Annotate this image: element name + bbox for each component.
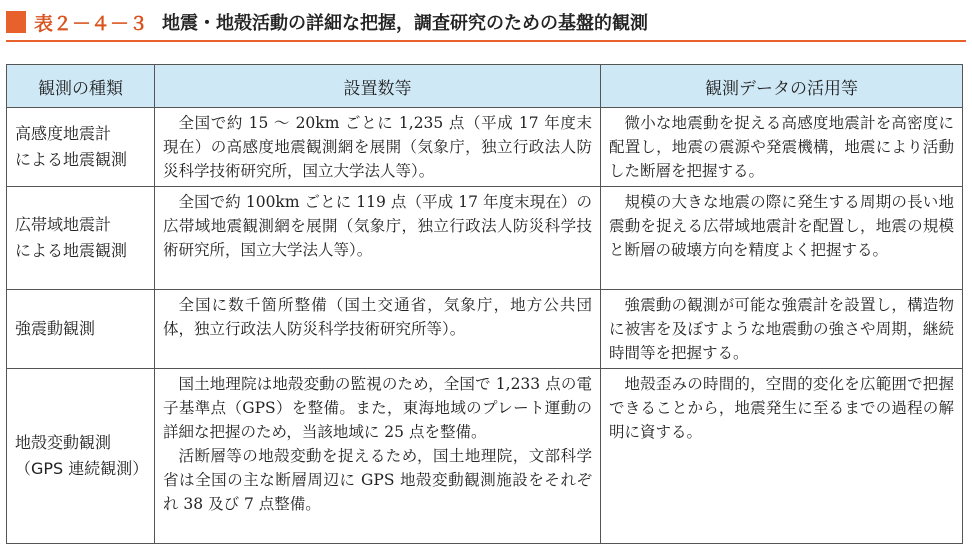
setup-text: 全国に数千箇所整備（国土交通省，気象庁，地方公共団体，独立行政法人防災科学技術研究所等）。 — [163, 296, 592, 338]
type-cell — [7, 187, 155, 290]
usage-cell — [601, 290, 963, 369]
caption-marker — [6, 11, 26, 33]
usage-cell — [601, 187, 963, 290]
setup-cell — [155, 108, 601, 187]
header-setup: 設置数等 — [155, 65, 601, 108]
caption-number: 表２－４－３ — [34, 12, 149, 35]
setup-text: 国土地理院は地殻変動の監視のため，全国で 1,233 点の電子基準点（GPS）を整備。また，東海地域のプレート運動の詳細な把握のため，当該地域に 25 点を整備。 — [163, 375, 592, 441]
usage-text: 地殻歪みの時間的，空間的変化を広範囲で把握できることから，地震発生に至るまでの過程の解明に資する。 — [609, 375, 954, 441]
header-type: 観測の種類 — [7, 65, 155, 108]
type-line: 高感度地震計 — [15, 124, 112, 143]
type-cell — [7, 369, 155, 544]
usage-text: 強震動の観測が可能な強震計を設置し，構造物に被害を及ぼすような地震動の強さや周期，継続時間等を把握する。 — [609, 296, 954, 362]
setup-cell — [155, 369, 601, 544]
type-cell — [7, 290, 155, 369]
usage-text: 規模の大きな地震の際に発生する周期の長い地震動を捉える広帯域地震計を配置し，地震の規模と断層の破壊方向を精度よく把握する。 — [609, 193, 954, 259]
setup-cell — [155, 290, 601, 369]
type-line: による地震観測 — [15, 150, 128, 169]
type-cell — [7, 108, 155, 187]
observation-table — [6, 64, 963, 544]
setup-text: 全国で約 15 ～ 20km ごとに 1,235 点（平成 17 年度末現在）の高感度地震観測網を展開（気象庁，独立行政法人防災科学技術研究所，国立大学法人等）。 — [163, 114, 592, 180]
setup-cell — [155, 187, 601, 290]
caption-underline — [6, 40, 966, 42]
type-line: （GPS 連続観測） — [15, 459, 149, 478]
table-row — [7, 108, 963, 187]
type-line: 強震動観測 — [15, 319, 96, 338]
header-usage: 観測データの活用等 — [601, 65, 963, 108]
usage-cell — [601, 108, 963, 187]
header-row — [7, 65, 963, 108]
type-line: による地震観測 — [15, 241, 128, 260]
usage-text: 微小な地震動を捉える高感度地震計を高密度に配置し，地震の震源や発震機構，地震により活動した断層を把握する。 — [609, 114, 954, 180]
usage-cell — [601, 369, 963, 544]
setup-text: 活断層等の地殻変動を捉えるため，国土地理院，文部科学省は全国の主な断層周辺に GPS 地殻変動観測施設をそれぞれ 38 及び 7 点整備。 — [163, 447, 592, 513]
type-line: 地殻変動観測 — [15, 433, 112, 452]
table-row — [7, 187, 963, 290]
type-line: 広帯域地震計 — [15, 215, 112, 234]
caption-title: 地震・地殻活動の詳細な把握，調査研究のための基盤的観測 — [162, 13, 649, 34]
table-caption — [6, 6, 966, 38]
table-row — [7, 290, 963, 369]
table-row — [7, 369, 963, 544]
setup-text: 全国で約 100km ごとに 119 点（平成 17 年度末現在）の広帯域地震観測網を展開（気象庁，独立行政法人防災科学技術研究所，国立大学法人等）。 — [163, 193, 592, 259]
